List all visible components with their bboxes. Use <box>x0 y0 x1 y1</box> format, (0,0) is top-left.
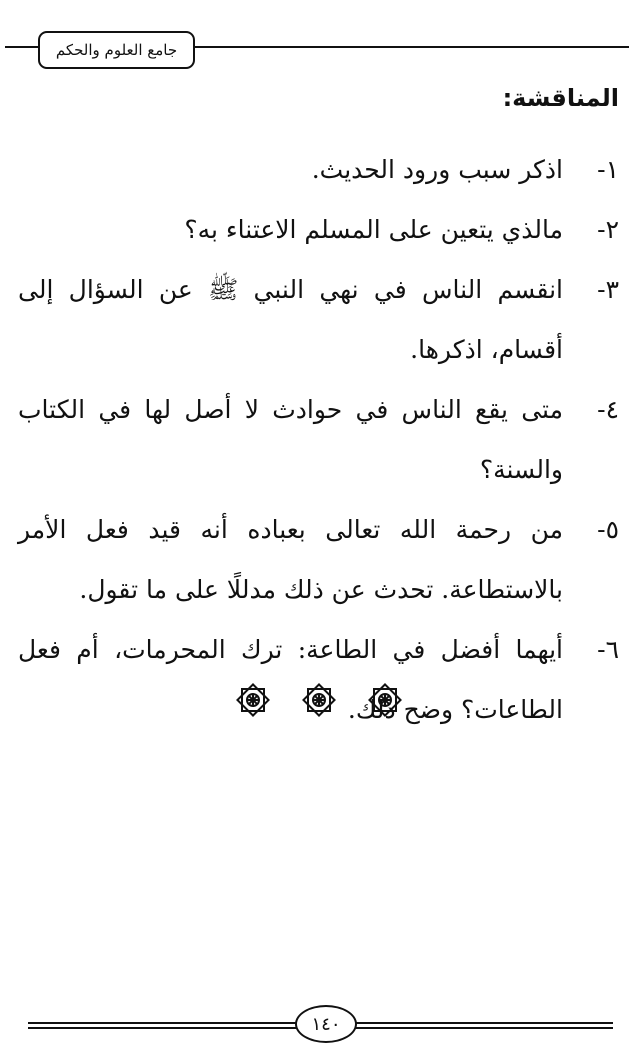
question-number: ٢- <box>597 215 619 244</box>
eight-point-star-ornament-icon <box>233 680 273 720</box>
question-text: انقسم الناس في نهي النبي ﷺ عن السؤال إلى أقسام، اذكرها. <box>18 275 563 364</box>
question-item <box>18 260 619 380</box>
question-item <box>18 380 619 500</box>
question-item <box>18 500 619 620</box>
ornament-row <box>0 680 637 720</box>
page-number: ١٤٠ <box>311 1013 341 1035</box>
page-number-oval <box>295 1005 357 1043</box>
question-number: ٣- <box>597 275 619 304</box>
question-text: من رحمة الله تعالى بعباده أنه قيد فعل الأمر بالاستطاعة. تحدث عن ذلك مدللًا على ما تقول. <box>18 515 563 604</box>
eight-point-star-ornament-icon <box>299 680 339 720</box>
question-item <box>18 140 619 200</box>
running-title-badge <box>38 31 195 69</box>
questions-list <box>18 140 619 740</box>
question-text: اذكر سبب ورود الحديث. <box>311 155 563 184</box>
eight-point-star-ornament-icon <box>365 680 405 720</box>
question-item <box>18 200 619 260</box>
question-number: ٦- <box>597 635 619 664</box>
question-number: ٤- <box>597 395 619 424</box>
question-text: متى يقع الناس في حوادث لا أصل لها في الكتاب والسنة؟ <box>18 395 563 484</box>
running-title: جامع العلوم والحكم <box>55 41 178 59</box>
question-text: مالذي يتعين على المسلم الاعتناء به؟ <box>184 215 563 244</box>
section-title: المناقشة: <box>502 84 619 112</box>
question-number: ١- <box>597 155 619 184</box>
question-text: أيهما أفضل في الطاعة: ترك المحرمات، أم فعل الطاعات؟ وضح ذلك. <box>18 635 563 724</box>
question-number: ٥- <box>597 515 619 544</box>
